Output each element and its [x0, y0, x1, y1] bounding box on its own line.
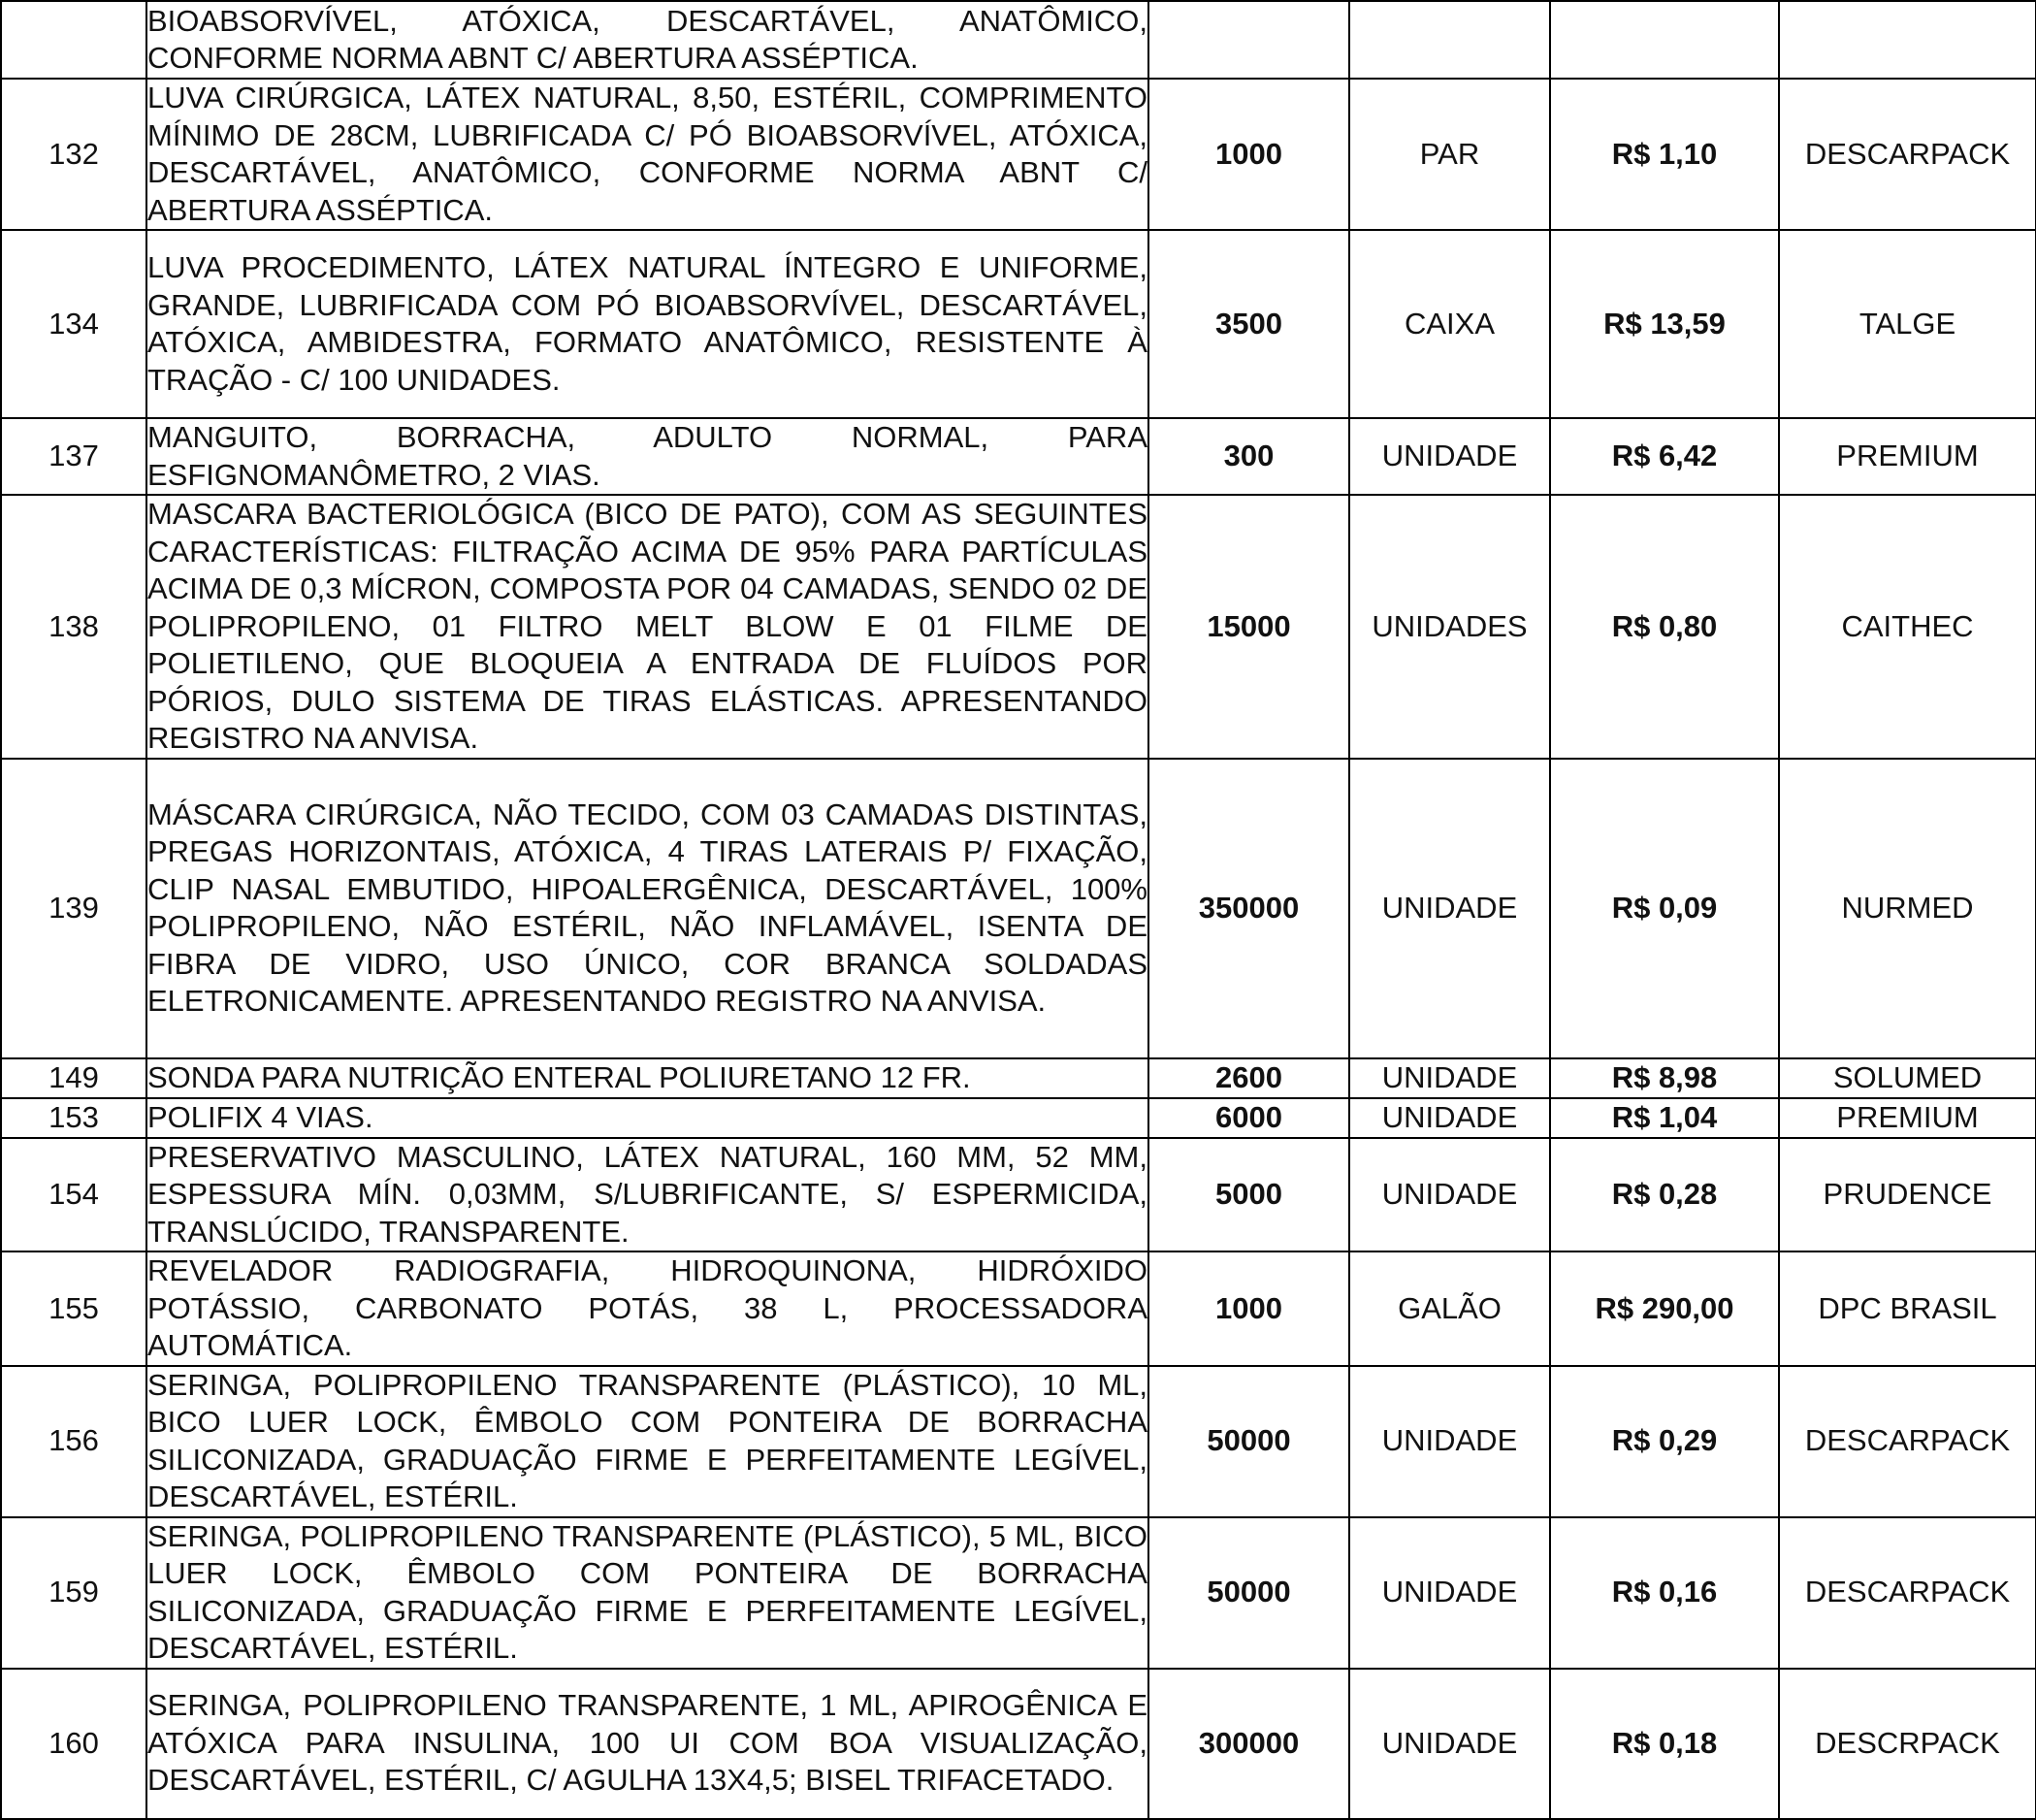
- table-row: [1, 1, 2036, 79]
- item-price: R$ 0,18: [1550, 1669, 1779, 1819]
- item-description: REVELADOR RADIOGRAFIA, HIDROQUINONA, HIDRÓXIDO POTÁSSIO, CARBONATO POTÁS, 38 L, PROCESSADORA AUTOMÁTICA.: [146, 1251, 1148, 1366]
- item-quantity: 15000: [1148, 495, 1349, 759]
- item-unit-text: GALÃO: [1398, 1290, 1502, 1325]
- item-price: R$ 6,42: [1550, 418, 1779, 495]
- item-description: MANGUITO, BORRACHA, ADULTO NORMAL, PARA ESFIGNOMANÔMETRO, 2 VIAS.: [146, 418, 1148, 495]
- item-brand-text: TALGE: [1858, 306, 1956, 341]
- item-brand: [1779, 230, 2036, 418]
- item-unit: [1349, 1366, 1550, 1517]
- item-unit-text: UNIDADE: [1381, 1423, 1518, 1458]
- item-brand: [1779, 418, 2036, 495]
- item-brand: [1779, 1138, 2036, 1252]
- item-number: 134: [1, 230, 146, 418]
- item-brand: [1779, 1058, 2036, 1098]
- item-number: 149: [1, 1058, 146, 1098]
- item-number: 154: [1, 1138, 146, 1252]
- item-description: PRESERVATIVO MASCULINO, LÁTEX NATURAL, 160 MM, 52 MM, ESPESSURA MÍN. 0,03MM, S/LUBRIFICANTE, S/ ESPERMICIDA, TRANSLÚCIDO, TRANSPARENTE.: [146, 1138, 1148, 1252]
- item-description: SERINGA, POLIPROPILENO TRANSPARENTE, 1 ML, APIROGÊNICA E ATÓXICA PARA INSULINA, 100 UI COM BOA VISUALIZAÇÃO, DESCARTÁVEL, ESTÉRIL, C/ AGULHA 13X4,5; BISEL TRIFACETADO.: [146, 1669, 1148, 1819]
- table-row: [1, 418, 2036, 495]
- item-brand-text: DESCARPACK: [1804, 1575, 2011, 1609]
- item-price: R$ 290,00: [1550, 1251, 1779, 1366]
- table-row: [1, 230, 2036, 418]
- item-unit-text: CAIXA: [1404, 306, 1496, 341]
- item-price: R$ 0,28: [1550, 1138, 1779, 1252]
- item-unit: [1349, 495, 1550, 759]
- table-row: [1, 1366, 2036, 1517]
- item-number: 137: [1, 418, 146, 495]
- item-unit: [1349, 759, 1550, 1058]
- table-row: [1, 1251, 2036, 1366]
- item-unit-text: UNIDADE: [1381, 890, 1518, 925]
- item-price: R$ 13,59: [1550, 230, 1779, 418]
- table-row: [1, 759, 2036, 1058]
- item-brand: [1779, 1366, 2036, 1517]
- item-quantity: 1000: [1148, 1251, 1349, 1366]
- item-quantity: 350000: [1148, 759, 1349, 1058]
- item-description: SONDA PARA NUTRIÇÃO ENTERAL POLIURETANO 12 FR.: [146, 1058, 1148, 1098]
- item-number: 153: [1, 1098, 146, 1138]
- item-quantity: 3500: [1148, 230, 1349, 418]
- item-brand-text: CAITHEC: [1841, 608, 1974, 643]
- item-brand: [1779, 495, 2036, 759]
- item-price: R$ 8,98: [1550, 1058, 1779, 1098]
- item-description: POLIFIX 4 VIAS.: [146, 1098, 1148, 1138]
- item-description: MASCARA BACTERIOLÓGICA (BICO DE PATO), COM AS SEGUINTES CARACTERÍSTICAS: FILTRAÇÃO ACIMA DE 95% PARA PARTÍCULAS ACIMA DE 0,3 MÍCRON, COMPOSTA POR 04 CAMADAS, SENDO 02 DE POLIPROPILENO, 01 FILTRO MELT BLOW E 01 FILME DE POLIETILENO, QUE BLOQUEIA A ENTRADA DE FLUÍDOS POR PÓRIOS, DULO SISTEMA DE TIRAS ELÁSTICAS. APRESENTANDO REGISTRO NA ANVISA.: [146, 495, 1148, 759]
- table-row: [1, 1058, 2036, 1098]
- item-unit-text: UNIDADE: [1381, 1059, 1518, 1094]
- item-brand: [1779, 1, 2036, 79]
- item-unit-text: PAR: [1419, 136, 1480, 171]
- item-price: R$ 0,09: [1550, 759, 1779, 1058]
- item-unit: [1349, 1251, 1550, 1366]
- item-price: R$ 1,10: [1550, 79, 1779, 230]
- item-number: 156: [1, 1366, 146, 1517]
- item-quantity: 50000: [1148, 1517, 1349, 1669]
- item-description: SERINGA, POLIPROPILENO TRANSPARENTE (PLÁSTICO), 5 ML, BICO LUER LOCK, ÊMBOLO COM PONTEIRA DE BORRACHA SILICONIZADA, GRADUAÇÃO FIRME E PERFEITAMENTE LEGÍVEL, DESCARTÁVEL, ESTÉRIL.: [146, 1517, 1148, 1669]
- item-unit: [1349, 230, 1550, 418]
- item-price: R$ 0,80: [1550, 495, 1779, 759]
- item-brand-text: DESCRPACK: [1815, 1725, 2000, 1760]
- table-row: [1, 1669, 2036, 1819]
- item-brand: [1779, 1098, 2036, 1138]
- item-brand-text: DESCARPACK: [1804, 136, 2011, 171]
- item-quantity: 50000: [1148, 1366, 1349, 1517]
- item-unit: [1349, 1, 1550, 79]
- item-brand-text: DPC BRASIL: [1818, 1290, 1997, 1325]
- item-unit: [1349, 418, 1550, 495]
- item-unit: [1349, 1669, 1550, 1819]
- item-brand-text: DESCARPACK: [1804, 1423, 2011, 1458]
- item-unit: [1349, 1517, 1550, 1669]
- item-number: 159: [1, 1517, 146, 1669]
- item-unit: [1349, 1098, 1550, 1138]
- item-unit-text: UNIDADE: [1381, 1575, 1518, 1609]
- table-row: [1, 1517, 2036, 1669]
- item-number: [1, 1, 146, 79]
- item-brand-text: SOLUMED: [1832, 1059, 1983, 1094]
- item-brand: [1779, 759, 2036, 1058]
- item-number: 160: [1, 1669, 146, 1819]
- table-row: [1, 79, 2036, 230]
- item-price: R$ 0,16: [1550, 1517, 1779, 1669]
- item-unit-text: UNIDADES: [1372, 608, 1528, 643]
- item-description: SERINGA, POLIPROPILENO TRANSPARENTE (PLÁSTICO), 10 ML, BICO LUER LOCK, ÊMBOLO COM PONTEIRA DE BORRACHA SILICONIZADA, GRADUAÇÃO FIRME E PERFEITAMENTE LEGÍVEL, DESCARTÁVEL, ESTÉRIL.: [146, 1366, 1148, 1517]
- item-quantity: 5000: [1148, 1138, 1349, 1252]
- item-number: 138: [1, 495, 146, 759]
- item-description: LUVA CIRÚRGICA, LÁTEX NATURAL, 8,50, ESTÉRIL, COMPRIMENTO MÍNIMO DE 28CM, LUBRIFICADA C/ PÓ BIOABSORVÍVEL, ATÓXICA, DESCARTÁVEL, ANATÔMICO, CONFORME NORMA ABNT C/ ABERTURA ASSÉPTICA.: [146, 79, 1148, 230]
- item-quantity: 6000: [1148, 1098, 1349, 1138]
- table-row: [1, 1138, 2036, 1252]
- item-brand: [1779, 1517, 2036, 1669]
- table-row: [1, 1098, 2036, 1138]
- item-price: R$ 1,04: [1550, 1098, 1779, 1138]
- item-unit-text: UNIDADE: [1381, 1099, 1518, 1134]
- item-quantity: 1000: [1148, 79, 1349, 230]
- item-quantity: 300000: [1148, 1669, 1349, 1819]
- item-number: 155: [1, 1251, 146, 1366]
- item-brand: [1779, 1669, 2036, 1819]
- item-brand-text: PREMIUM: [1836, 439, 1979, 473]
- item-description: LUVA PROCEDIMENTO, LÁTEX NATURAL ÍNTEGRO E UNIFORME, GRANDE, LUBRIFICADA COM PÓ BIOABSORVÍVEL, DESCARTÁVEL, ATÓXICA, AMBIDESTRA, FORMATO ANATÔMICO, RESISTENTE À TRAÇÃO - C/ 100 UNIDADES.: [146, 230, 1148, 418]
- item-quantity: [1148, 1, 1349, 79]
- item-number: 132: [1, 79, 146, 230]
- item-unit-text: UNIDADE: [1381, 439, 1518, 473]
- item-description: MÁSCARA CIRÚRGICA, NÃO TECIDO, COM 03 CAMADAS DISTINTAS, PREGAS HORIZONTAIS, ATÓXICA, 4 TIRAS LATERAIS P/ FIXAÇÃO, CLIP NASAL EMBUTIDO, HIPOALERGÊNICA, DESCARTÁVEL, 100% POLIPROPILENO, NÃO ESTÉRIL, NÃO INFLAMÁVEL, ISENTA DE FIBRA DE VIDRO, USO ÚNICO, COR BRANCA SOLDADAS ELETRONICAMENTE. APRESENTANDO REGISTRO NA ANVISA.: [146, 759, 1148, 1058]
- item-brand-text: PRUDENCE: [1823, 1177, 1992, 1211]
- item-brand: [1779, 79, 2036, 230]
- item-unit: [1349, 1058, 1550, 1098]
- item-quantity: 2600: [1148, 1058, 1349, 1098]
- item-price: R$ 0,29: [1550, 1366, 1779, 1517]
- item-brand: [1779, 1251, 2036, 1366]
- item-quantity: 300: [1148, 418, 1349, 495]
- item-number: 139: [1, 759, 146, 1058]
- item-description: BIOABSORVÍVEL, ATÓXICA, DESCARTÁVEL, ANATÔMICO, CONFORME NORMA ABNT C/ ABERTURA ASSÉPTICA.: [146, 1, 1148, 79]
- table-row: [1, 495, 2036, 759]
- item-brand-text: NURMED: [1841, 890, 1974, 925]
- item-unit-text: UNIDADE: [1381, 1177, 1518, 1211]
- item-unit: [1349, 1138, 1550, 1252]
- item-unit-text: UNIDADE: [1381, 1725, 1518, 1760]
- item-brand-text: PREMIUM: [1836, 1099, 1979, 1134]
- item-unit: [1349, 79, 1550, 230]
- item-price: [1550, 1, 1779, 79]
